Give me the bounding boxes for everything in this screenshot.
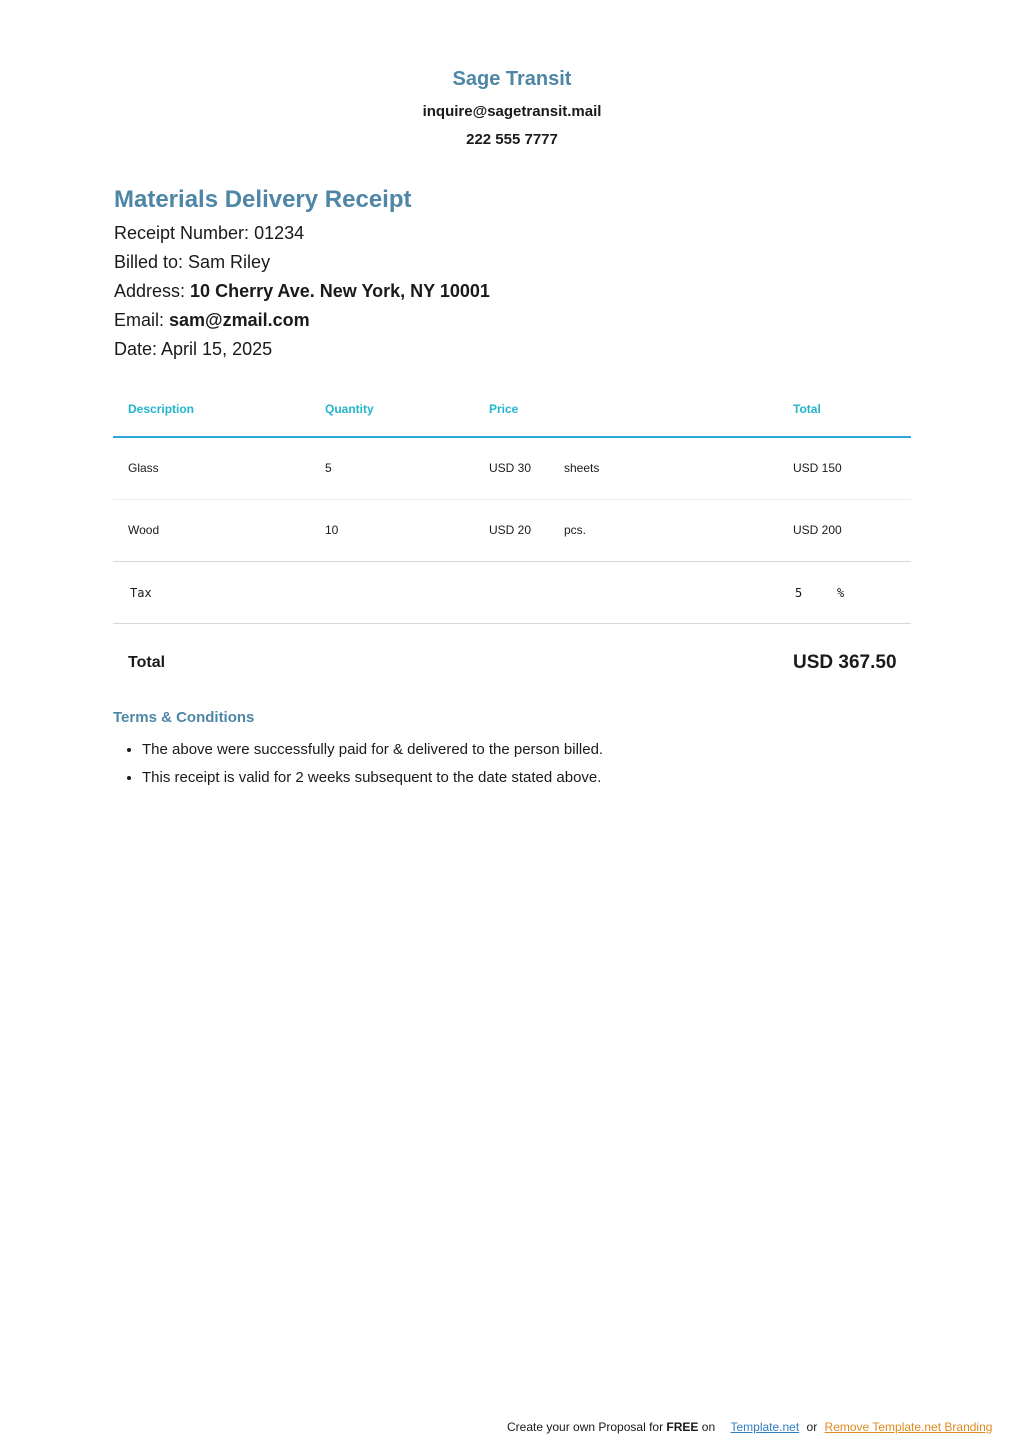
table-row — [113, 438, 911, 500]
footer-prefix: Create your own Proposal for — [507, 1420, 667, 1434]
email-value: sam@zmail.com — [169, 310, 310, 330]
cell-unit: sheets — [564, 461, 600, 475]
list-item: • The above were successfully paid for & delivered to the person billed. — [142, 736, 603, 764]
total-row — [113, 624, 911, 704]
header-quantity: Quantity — [325, 402, 374, 416]
receipt-number-line — [114, 223, 304, 244]
footer-on: on — [698, 1420, 716, 1434]
receipt-number: 01234 — [254, 223, 305, 243]
company-name: Sage Transit — [452, 68, 572, 90]
total-value: USD 367.50 — [793, 652, 897, 673]
cell-total: USD 200 — [793, 523, 842, 537]
list-item: • This receipt is valid for 2 weeks subsequent to the date stated above. — [142, 764, 603, 792]
cell-price: USD 20 — [489, 523, 532, 537]
cell-description: Wood — [128, 523, 160, 537]
company-phone: 222 555 7777 — [466, 131, 558, 148]
cell-description: Glass — [128, 461, 159, 475]
address-line — [114, 281, 490, 302]
tax-row — [113, 562, 911, 624]
receipt-number-label: Receipt Number: — [114, 223, 255, 243]
cell-price: USD 30 — [489, 461, 532, 475]
terms-list — [114, 736, 603, 792]
cell-total: USD 150 — [793, 461, 842, 475]
template-link[interactable]: Template.net — [730, 1420, 800, 1434]
date-line — [114, 339, 272, 360]
tax-percent-sign: % — [837, 586, 845, 600]
tax-value: 5 — [795, 586, 803, 600]
cell-quantity: 5 — [325, 461, 332, 475]
terms-title: Terms & Conditions — [113, 709, 255, 726]
cell-quantity: 10 — [325, 523, 339, 537]
page-title: Materials Delivery Receipt — [114, 186, 412, 213]
footer-free: FREE — [666, 1420, 699, 1434]
table-row — [113, 500, 911, 562]
remove-branding-link[interactable]: Remove Template.net Branding — [824, 1420, 993, 1434]
items-table — [113, 380, 911, 704]
date-value: April 15, 2025 — [161, 339, 273, 359]
billed-to-label: Billed to: — [114, 252, 189, 272]
footer-or: or — [806, 1420, 818, 1434]
billed-to-line — [114, 252, 270, 273]
header-total: Total — [793, 402, 821, 416]
email-line — [114, 310, 310, 331]
billed-to-name: Sam Riley — [188, 252, 271, 272]
date-label: Date: — [114, 339, 162, 359]
header-description: Description — [128, 402, 195, 416]
table-header — [113, 380, 911, 438]
address-label: Address: — [114, 281, 191, 301]
email-label: Email: — [114, 310, 170, 330]
cell-unit: pcs. — [564, 523, 587, 537]
footer-branding — [507, 1420, 992, 1434]
total-label: Total — [128, 654, 166, 671]
header-price: Price — [489, 402, 519, 416]
tax-label: Tax — [130, 586, 152, 600]
address-value: 10 Cherry Ave. New York, NY 10001 — [190, 281, 490, 301]
company-email: inquire@sagetransit.mail — [422, 103, 602, 120]
